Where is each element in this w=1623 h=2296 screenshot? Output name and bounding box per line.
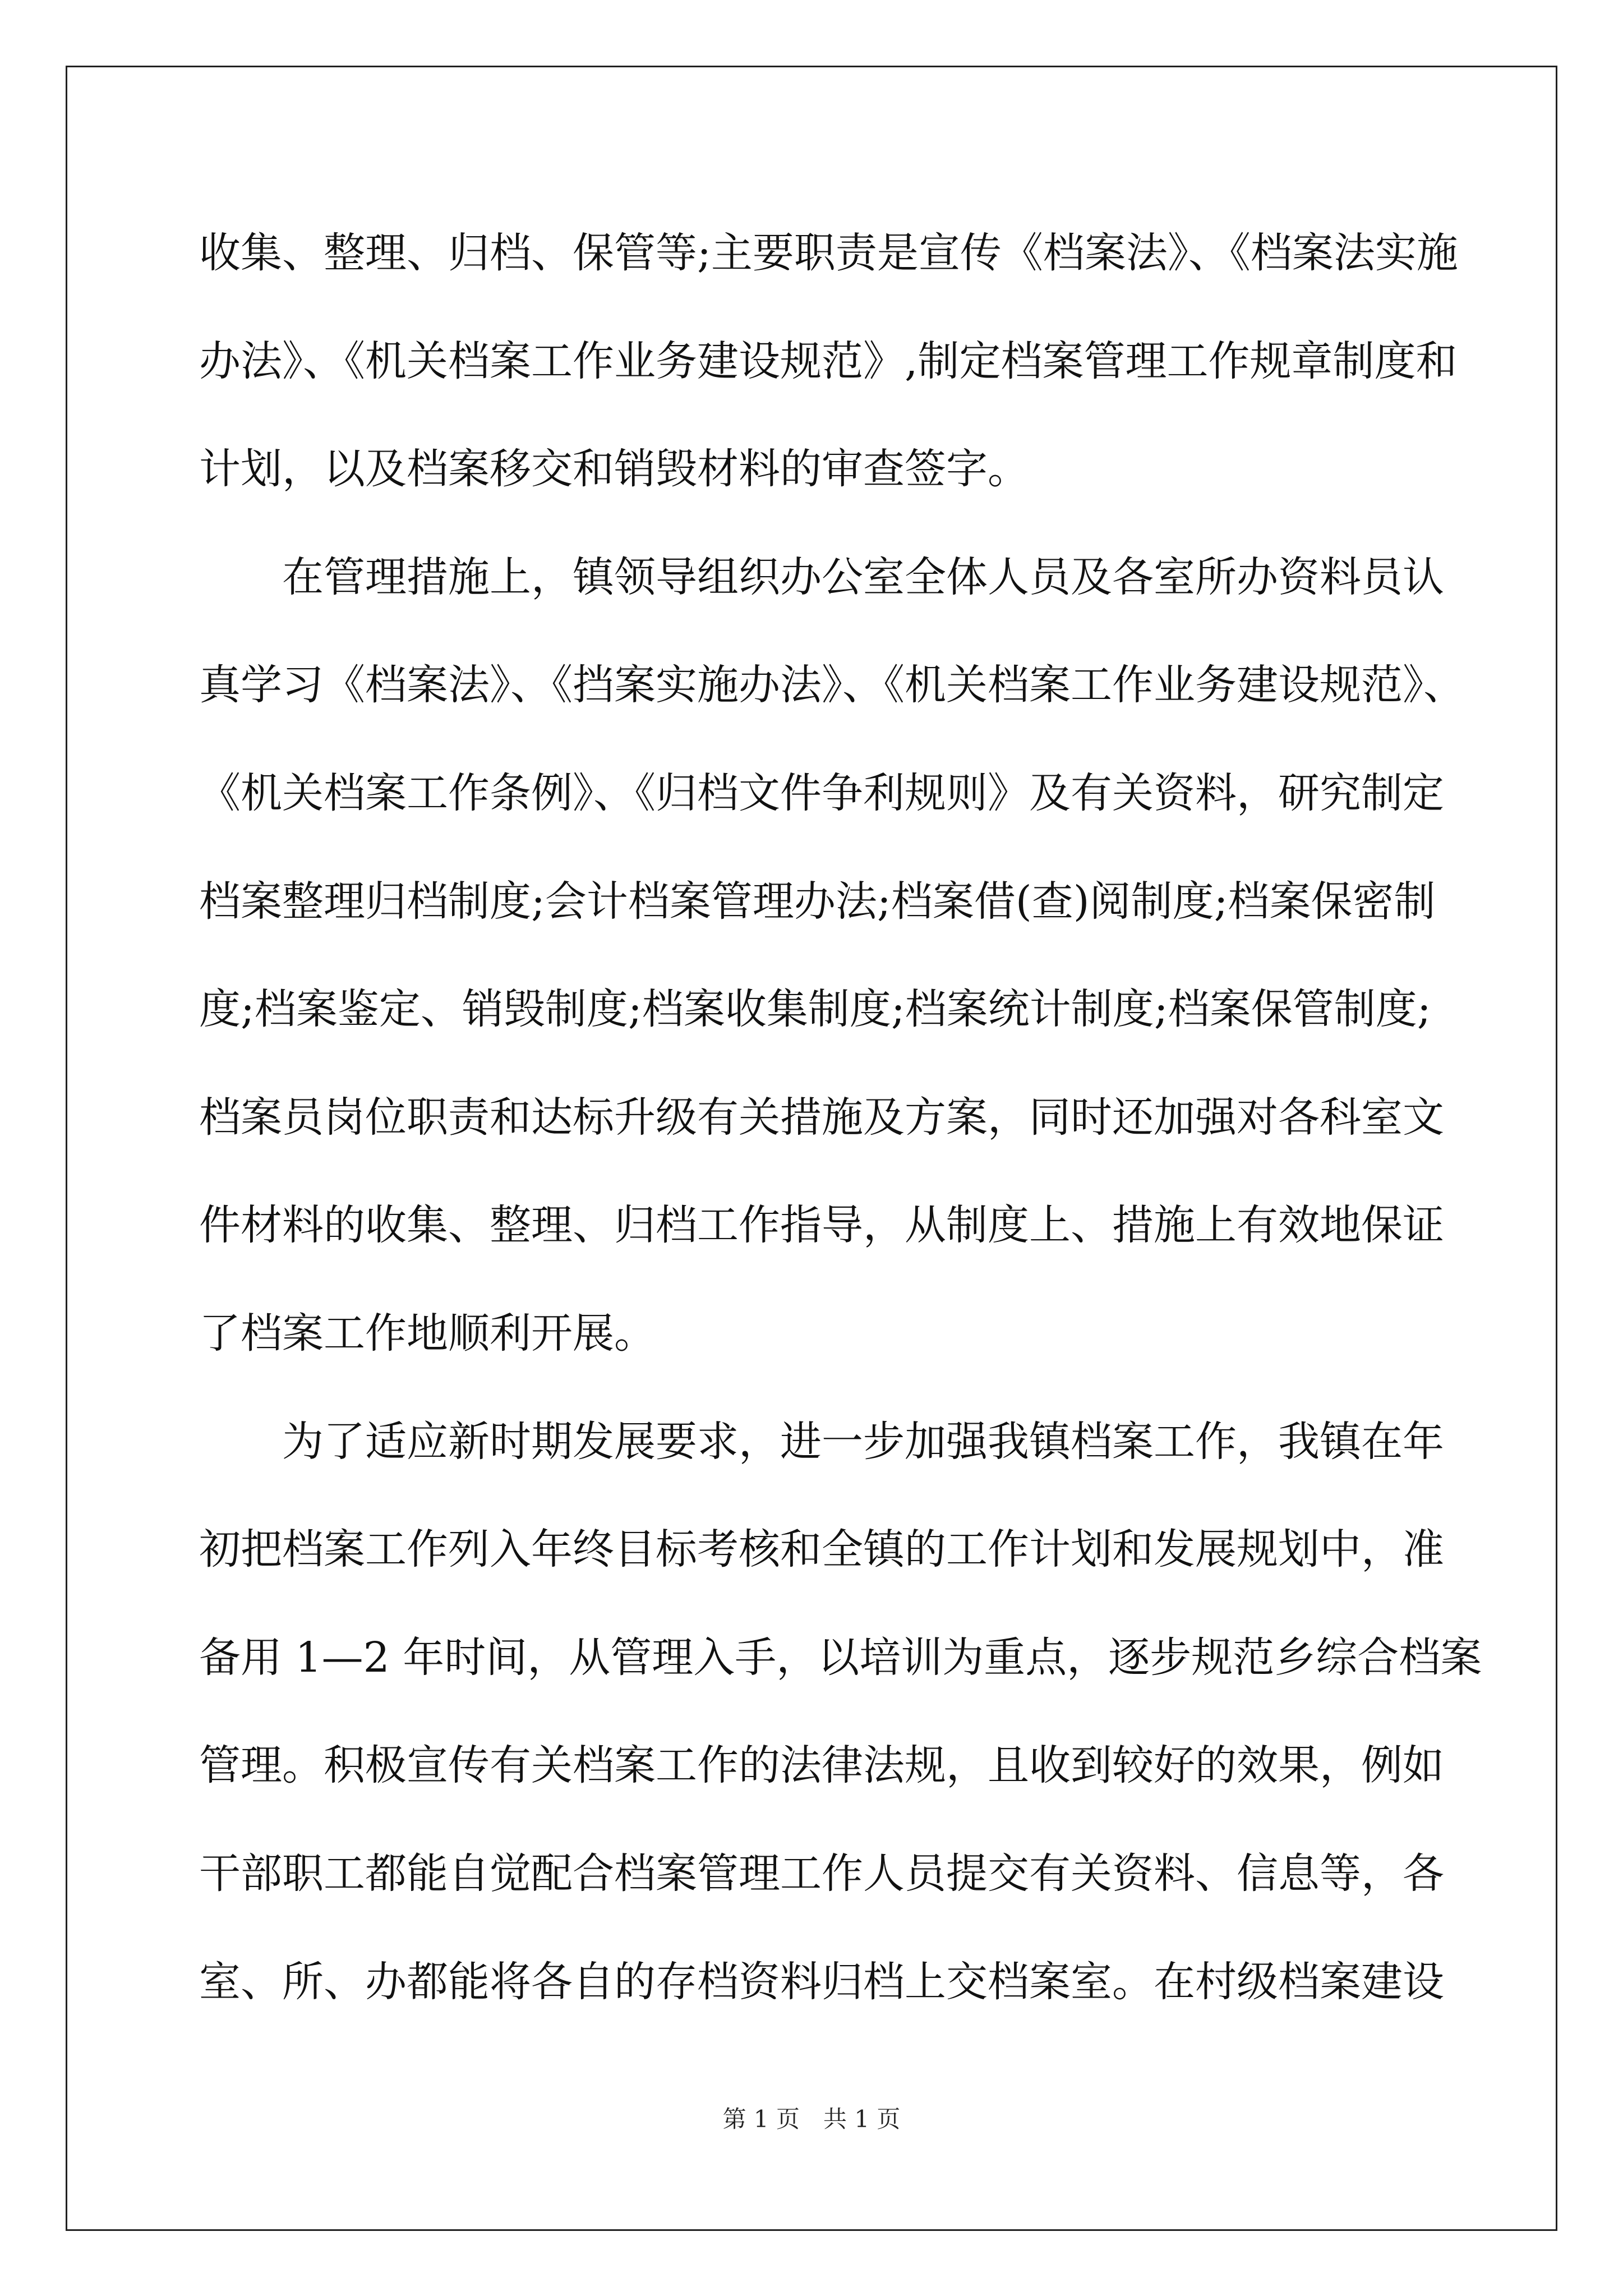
text-line: 件材料的收集、整理、归档工作指导，从制度上、措施上有效地保证 [199, 1201, 1444, 1250]
text-line: 初把档案工作列入年终目标考核和全镇的工作计划和发展规划中，准 [199, 1525, 1444, 1574]
text-line: 了档案工作地顺利开展。 [199, 1309, 656, 1358]
text-line: 真学习《档案法》、《挡案实施办法》、《机关档案工作业务建设规范》、 [199, 661, 1465, 710]
document-body [199, 199, 1482, 2036]
text-line: 备用 1—2 年时间，从管理入手，以培训为重点，逐步规范乡综合档案 [199, 1633, 1482, 1682]
text-line: 档案员岗位职责和达标升级有关措施及方案，同时还加强对各科室文 [199, 1093, 1444, 1142]
text-line: 室、所、办都能将各自的存档资料归档上交档案室。在村级档案建设 [199, 1957, 1444, 2006]
paragraph-first-line: 在管理措施上，镇领导组织办公室全体人员及各室所办资料员认 [282, 553, 1444, 601]
text-line: 管理。积极宣传有关档案工作的法律法规，且收到较好的效果，例如 [199, 1741, 1444, 1790]
text-line: 度;档案鉴定、销毁制度;档案收集制度;档案统计制度;档案保管制度; [199, 985, 1431, 1034]
text-line: 干部职工都能自觉配合档案管理工作人员提交有关资料、信息等，各 [199, 1849, 1444, 1898]
paragraph-first-line: 为了适应新时期发展要求，进一步加强我镇档案工作，我镇在年 [282, 1417, 1444, 1466]
text-line: 收集、整理、归档、保管等;主要职责是宣传《档案法》、《档案法实施 [199, 229, 1458, 277]
text-line: 办法》、《机关档案工作业务建设规范》,制定档案管理工作规章制度和 [199, 337, 1458, 385]
page-number: 第 1 页 共 1 页 [722, 2105, 901, 2133]
text-line: 计划，以及档案移交和销毁材料的审查签字。 [199, 445, 1029, 494]
text-line: 档案整理归档制度;会计档案管理办法;档案借(查)阅制度;档案保密制 [199, 877, 1436, 926]
text-line: 《机关档案工作条例》、《归档文件争利规则》及有关资料，研究制定 [199, 769, 1444, 817]
